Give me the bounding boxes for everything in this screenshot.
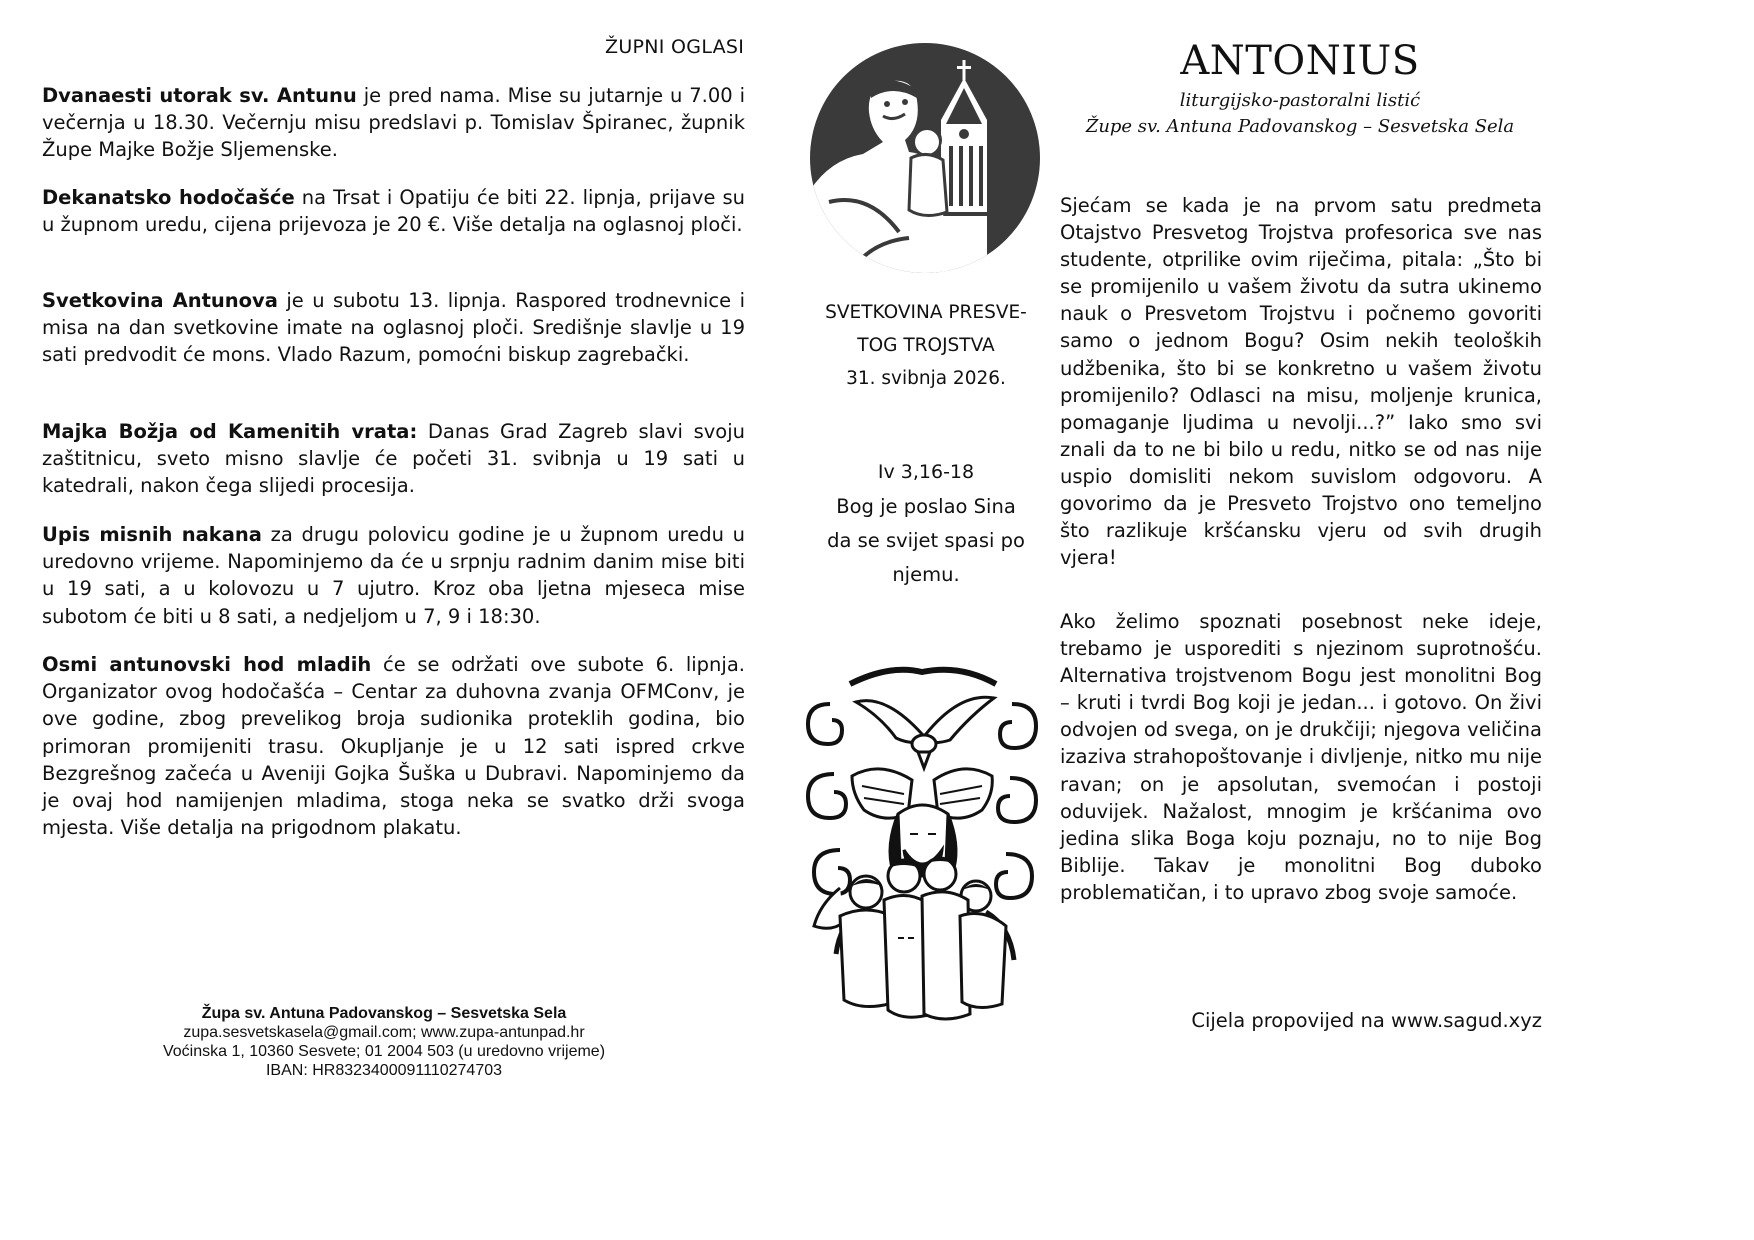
masthead-parish: Župe sv. Antuna Padovanskog – Sesvetska Sela xyxy=(1085,116,1515,137)
announcement-text: Danas Grad Zagreb slavi svoju zaštitnicu, sveto misno slavlje će početi 31. svibnja u 19 sati u katedrali, nakon čega slijedi procesija. xyxy=(42,420,746,498)
announcement-title: Majka Božja od Kamenitih vrata: xyxy=(42,420,418,443)
saint-antony-logo xyxy=(809,42,1041,274)
masthead-subtitle: liturgijsko-pastoralni listić xyxy=(1179,90,1421,111)
announcements-heading: ŽUPNI OGLASI xyxy=(605,36,745,58)
announcement-text: je pred nama. Mise su jutarnje u 7.00 i večernja u 18.30. Večernju misu predslavi p. Tomislav Špiranec, župnik Župe Majke Božje Sljemenske. xyxy=(42,84,745,162)
announcement-text: na Trsat i Opatiju će biti 22. lipnja, prijave su u župnom uredu, cijena prijevoza je 20 €. Više detalja na oglasnoj ploči. xyxy=(42,186,745,237)
trinity-illustration xyxy=(800,664,1045,1026)
feast-block xyxy=(795,296,1057,395)
reading-text xyxy=(800,490,1052,592)
announcement-item xyxy=(42,521,745,630)
announcement-item xyxy=(42,184,745,238)
announcement-title: Osmi antunovski hod mladih xyxy=(42,653,372,676)
footer-contact: zupa.sesvetskasela@gmail.com; www.zupa-antunpad.hr xyxy=(183,1024,585,1041)
sermon-paragraph: Sjećam se kada je na prvom satu predmeta Otajstvo Presvetog Trojstva profesorica sve nas studente, otprilike ovim riječima, pitala: „Što bi se promijenilo u vašem životu da sutra ukinemo nauk o Presvetom Trojstvu i počnemo govoriti samo o jednom Bogu? Osim nekih teoloških udžbenika, što bi se konkretno u vašem životu promijenilo? Odlasci na misu, moljenje krunica, pomaganje ljudima u nevolji...?” Iako smo svi znali da to ne bi bilo u redu, nitko se od nas nije uspio domisliti nekom suvislom odgovoru. A govorimo da je Presveto Trojstvo ono temeljno što razlikuje kršćansku vjeru od svih drugih vjera! xyxy=(1060,194,1542,570)
reading-line3: njemu. xyxy=(892,563,960,586)
announcement-title: Dvanaesti utorak sv. Antunu xyxy=(42,84,357,107)
announcement-title: Svetkovina Antunova xyxy=(42,289,278,312)
full-sermon-link: Cijela propovijed na www.sagud.xyz xyxy=(1191,1009,1542,1032)
announcement-item xyxy=(42,82,745,164)
announcement-item xyxy=(42,287,745,369)
feast-line2: TOG TROJSTVA xyxy=(857,335,995,356)
footer-address: Voćinska 1, 10360 Sesvete; 01 2004 503 (u uredovno vrijeme) xyxy=(162,1043,606,1060)
announcement-item xyxy=(42,418,745,500)
feast-date: 31. svibnja 2026. xyxy=(846,368,1006,389)
announcement-text: za drugu polovicu godine je u župnom uredu u uredovno vrijeme. Napominjemo da će u srpnju radnim danim mise biti u 19 sati, a u kolovozu u 7 ujutro. Kroz oba ljetna mjeseca mise subotom će biti u 8 sati, a nedjeljom u 7, 9 i 18:30. xyxy=(42,523,745,628)
parish-footer xyxy=(44,1004,724,1080)
reading-reference: Iv 3,16-18 xyxy=(877,461,975,483)
reading-line2: da se svijet spasi po xyxy=(827,529,1025,552)
announcement-title: Dekanatsko hodočašće xyxy=(42,186,295,209)
announcement-title: Upis misnih nakana xyxy=(42,523,262,546)
announcement-text: je u subotu 13. lipnja. Raspored trodnevnice i misa na dan svetkovine imate na oglasnoj ploči. Središnje slavlje u 19 sati predvodit će mons. Vlado Razum, pomoćni biskup zagrebački. xyxy=(42,289,745,367)
announcement-text: će se održati ove subote 6. lipnja. Organizator ovog hodočašća – Centar za duhovna zvanja OFMConv, je ove godine, zbog prevelikog broja sudionika proteklih godina, bio primoran promijeniti trasu. Okupljanje je u 12 sati ispred crkve Bezgrešnog začeća u Aveniji Gojka Šuška u Dubravi. Napominjemo da je ovaj hod namijenjen mladima, stoga neka se svatko drži svoga mjesta. Više detalja na prigodnom plakatu. xyxy=(42,653,745,840)
footer-parish-name: Župa sv. Antuna Padovanskog – Sesvetska Sela xyxy=(201,1005,567,1022)
announcement-item xyxy=(42,651,745,841)
reading-line1: Bog je poslao Sina xyxy=(836,495,1016,518)
feast-line1: SVETKOVINA PRESVE- xyxy=(825,302,1027,323)
sermon-paragraph: Ako želimo spoznati posebnost neke ideje, trebamo je usporediti s njezinom suprotnošću. Alternativa trojstvenom Bogu jest monolitni Bog – kruti i tvrdi Bog koji je jedan... i gotovo. On živi odvojen od svega, on je drukčiji; njegova veličina izaziva strahopoštovanje i divljenje, nitko mu nije ravan; on je apsolutan, svemoćan i postoji oduvijek. Nažalost, mnogim je kršćanima ovo jedina slika Boga koju poznaju, no to nije Bog Biblije. Takav je monolitni Bog duboko problematičan, i to upravo zbog svoje samoće. xyxy=(1060,610,1542,904)
footer-iban: IBAN: HR8323400091110274703 xyxy=(265,1062,503,1079)
masthead-title: ANTONIUS xyxy=(1180,38,1420,84)
